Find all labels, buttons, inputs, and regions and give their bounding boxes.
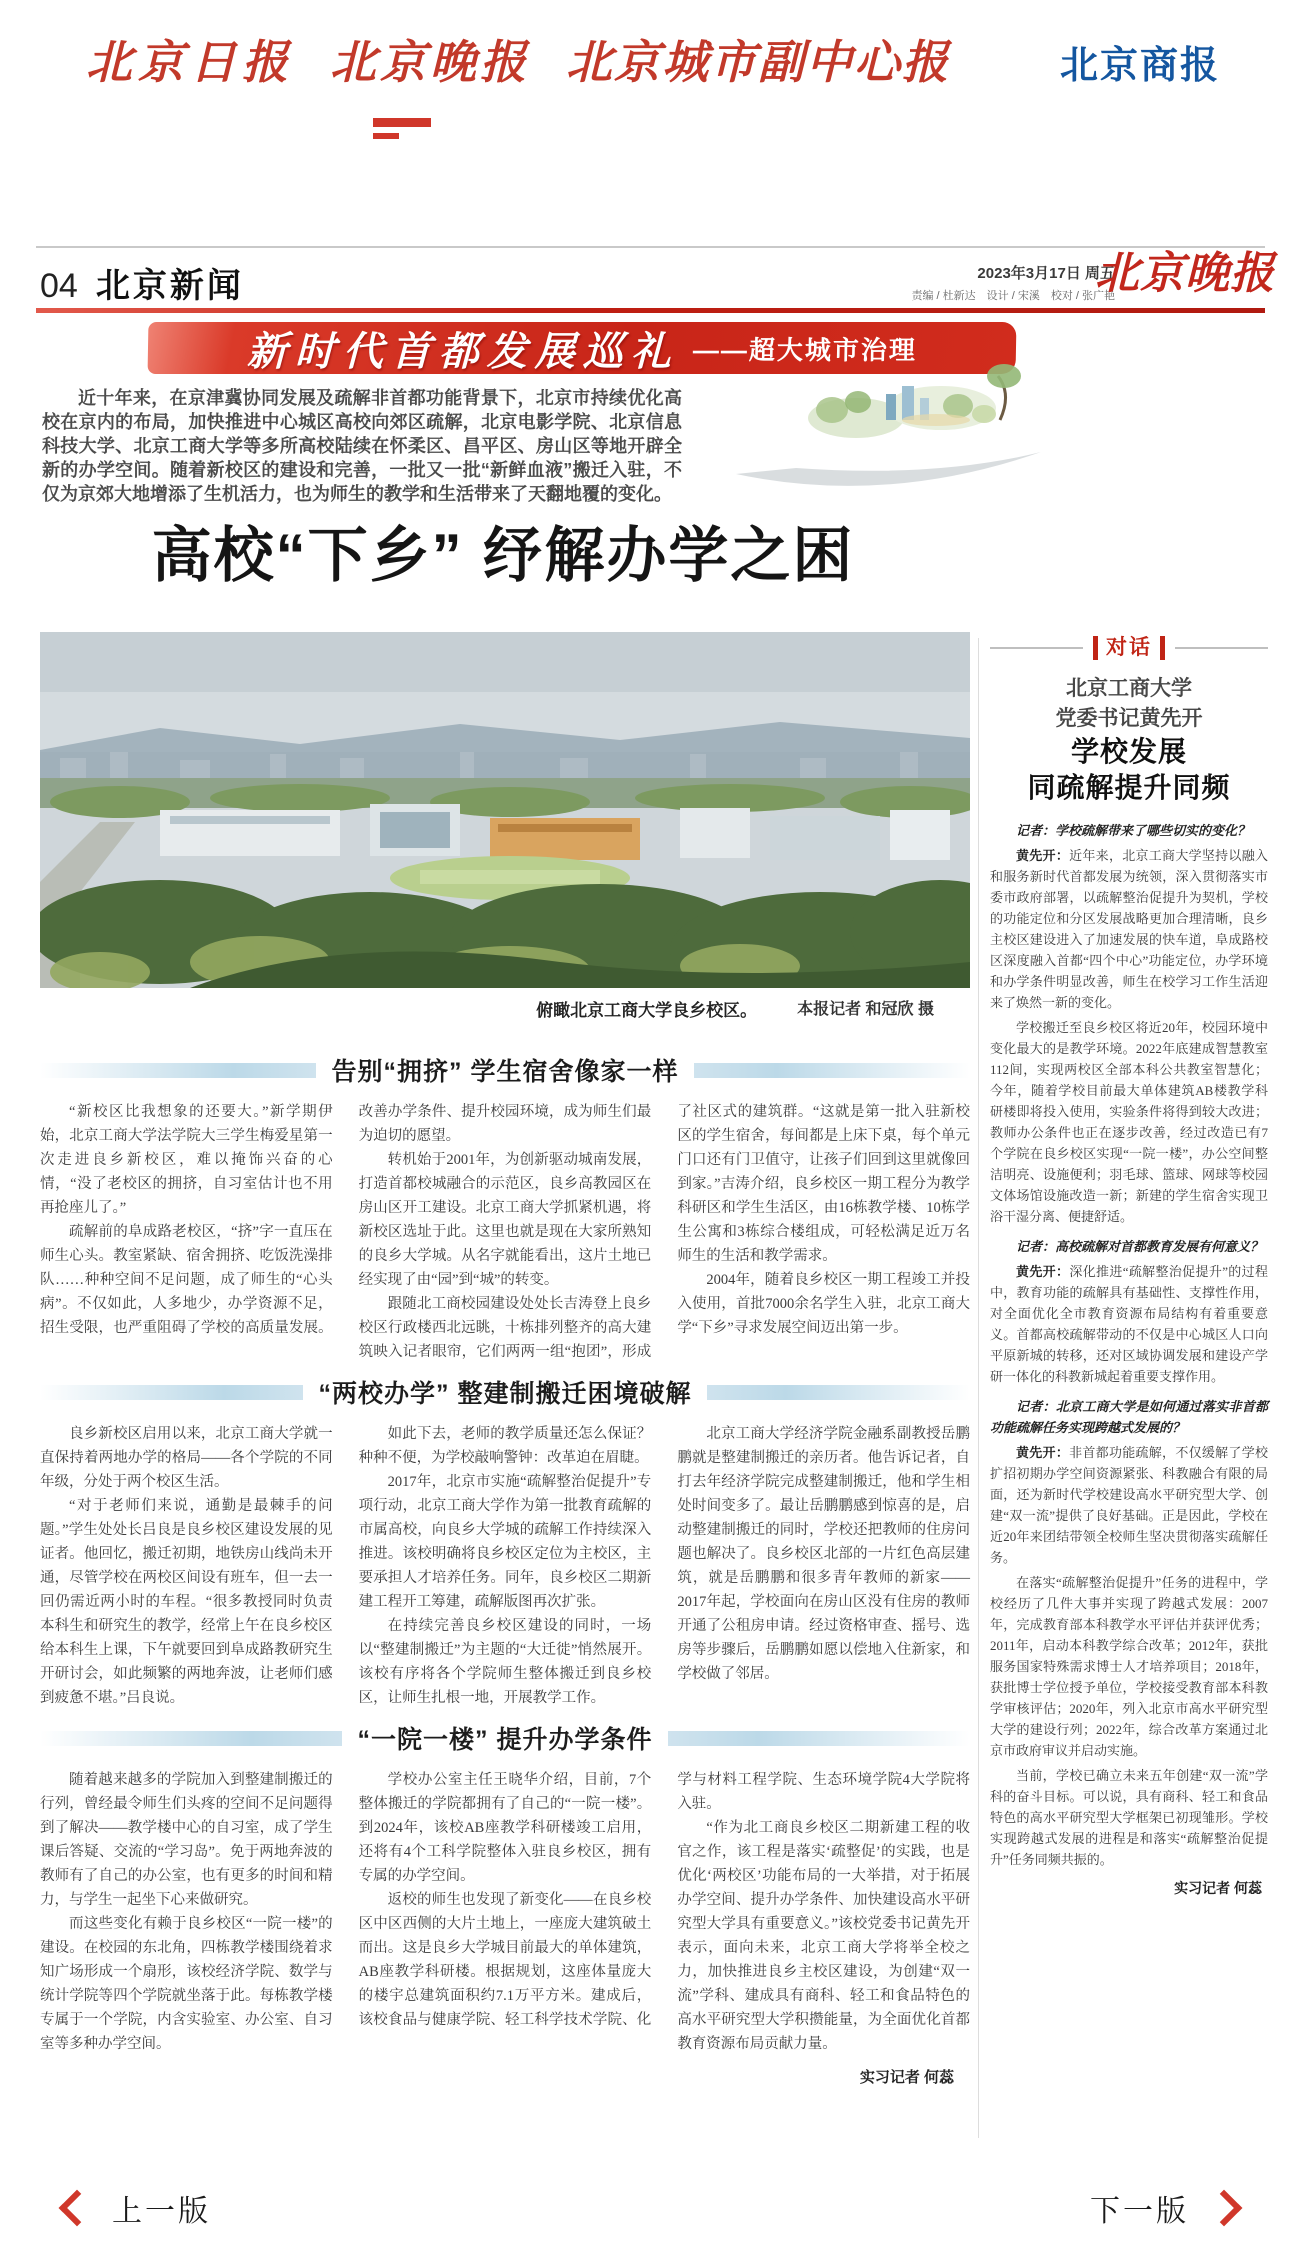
article-section-1 bbox=[40, 1052, 970, 1364]
dialog-rule-left bbox=[990, 647, 1083, 649]
photo-credit: 本报记者 和冠欣 摄 bbox=[797, 1001, 934, 1018]
newspaper-page bbox=[36, 246, 1275, 2181]
prev-page-label: 上一版 bbox=[112, 2195, 211, 2228]
qa-answer: 当前，学校已确立未来五年创建“双一流”学科的奋斗目标。可以说，具有商科、轻工和食品特色的高水平研究型大学框架已初现雏形。学校实现跨越式发展的进程是和落实“疏解整治促提升”任务同频共振的。 bbox=[990, 1768, 1268, 1867]
heading-bar-left bbox=[40, 1385, 303, 1400]
tab-beijing-daily[interactable]: 北京日报 bbox=[86, 37, 294, 88]
dialog-tag: 对话 bbox=[1093, 636, 1165, 660]
header-red-rule bbox=[36, 308, 1265, 313]
interview-sidebar bbox=[990, 636, 1268, 1898]
sidebar-kicker: 党委书记黄先开 bbox=[1055, 707, 1203, 730]
article-paragraph: 转机始于2001年，为创新驱动城南发展，打造首都校城融合的示范区，良乡高教园区在房山区开工建设。北京工商大学抓紧机遇，将新校区选址于此。这里也就是现在大家所熟知的良乡大学城。从名字就能看出，这片土地已经实现了由“园”到“城”的转变。 bbox=[358, 1152, 652, 1288]
page-section-title: 北京新闻 bbox=[95, 267, 244, 305]
article-paragraph: 2017年，北京市实施“疏解整治促提升”专项行动，北京工商大学作为第一批教育疏解的市属高校，向良乡大学城的疏解工作持续深入推进。该校明确将良乡校区定位为主校区，主要承担人才培养任务。同年，良乡校区二期新建工程开工筹建，疏解版图再次扩张。 bbox=[358, 1474, 652, 1610]
lede-paragraph: 近十年来，在京津冀协同发展及疏解非首都功能背景下，北京市持续优化高校在京内的布局，加快推进中心城区高校向郊区疏解，北京电影学院、北京信息科技大学、北京工商大学等多所高校陆续在怀柔区、昌平区、房山区等地开辟全新的办学空间。随着新校区的建设和完善，一批又一批“新鲜血液”搬迁入驻，不仅为京郊大地增添了生机活力，也为师生的教学和生活带来了天翻地覆的变化。 bbox=[42, 388, 682, 504]
sidebar-reporter-credit: 实习记者 何蕊 bbox=[1174, 1880, 1262, 1896]
section-heading: 告别“拥挤” 学生宿舍像家一样 bbox=[331, 1058, 679, 1086]
article-paragraph: “作为北工商良乡校区二期新建工程的收官之作，该工程是落实‘疏整促’的实践，也是优化‘两校区’功能布局的一大举措，对于拓展办学空间、提升办学条件、加快建设高水平研究型大学具有重要意义。”该校党委书记黄先开表示，面向未来，北京工商大学将举全校之力，加快推进良乡主校区建设，为创建“双一流”学科、建成具有商科、轻工和食品特色的高水平研究型大学积攒能量，为全面优化首都教育资源布局贡献力量。 bbox=[677, 1820, 970, 2052]
chevron-left-icon bbox=[59, 2190, 96, 2227]
article-paragraph: “对于老师们来说，通勤是最棘手的问题。”学生处处长吕良是良乡校区建设发展的见证者。他回忆，搬迁初期，地铁房山线尚未开通，尽管学校在两校区间设有班车，但一去一回仍需近两小时的车程。“很多教授同时负责本科生和研究生的教学，经常上午在良乡校区给本科生上课，下午就要回到阜成路教研究生开研讨会，如此频繁的两地奔波，让老师们感到疲惫不堪。”吕良说。 bbox=[40, 1498, 333, 1706]
active-tab-indicator-small bbox=[373, 133, 399, 139]
qa-question: 记者：北京工商大学是如何通过落实非首都功能疏解任务实现跨越式发展的？ bbox=[990, 1399, 1268, 1435]
qa-answer: 学校搬迁至良乡校区将近20年，校园环境中变化最大的是教学环境。2022年底建成智慧教室112间，实现两校区全部本科公共教室智慧化；今年，随着学校目前最大单体建筑AB楼教学科研楼即将投入使用，实验条件将得到较大改进；教师办公条件也正在逐步改善，经过改造已有7个学院在良乡校区实现“一院一楼”，办公空间整洁明亮、设施便利；羽毛球、篮球、网球等校园文体场馆设施改造一新；新建的学生宿舍实现卫浴干湿分离、便捷舒适。 bbox=[990, 1020, 1268, 1224]
article-paragraph: “新校区比我想象的还要大。”新学期伊始，北京工商大学法学院大三学生梅爱星第一次走进良乡新校区，难以掩饰兴奋的心情，“没了老校区的拥挤，自习室估计也不用再抢座儿了。” bbox=[40, 1104, 333, 1216]
main-article bbox=[40, 1042, 970, 2087]
next-page-button[interactable] bbox=[1090, 2186, 1237, 2230]
prev-page-button[interactable] bbox=[64, 2186, 211, 2230]
article-paragraph: 疏解前的阜成路老校区，“挤”字一直压在师生心头。教室紧缺、宿舍拥挤、吃饭洗澡排队……种种空间不足问题，成了师生的“心头病”。不仅如此，人多地少，办学资源不足，招生受限，也严重阻碍了学校的高质量发展。改善办学条件、提升校园环境，成为师生们最为迫切的愿望。 bbox=[40, 1104, 652, 1336]
article-paragraph: 随着越来越多的学院加入到整建制搬迁的行列，曾经最令师生们头疼的空间不足问题得到了解决——教学楼中心的自习室，成了学生课后答疑、交流的“学习岛”。免于两地奔波的教师有了自己的办公室，也有更多的时间和精力，与学生一起坐下心来做研究。 bbox=[40, 1772, 333, 1908]
dialog-rule-right bbox=[1175, 647, 1268, 649]
article-paragraph: 2004年，随着良乡校区一期工程竣工并投入使用，首批7000余名学生入驻，北京工商大学“下乡”寻求发展空间迈出第一步。 bbox=[677, 1272, 970, 1336]
sidebar-kicker: 北京工商大学 bbox=[1066, 677, 1192, 700]
article-reporter-credit: 实习记者 何蕊 bbox=[859, 2069, 954, 2086]
next-page-label: 下一版 bbox=[1090, 2195, 1189, 2228]
tab-beijing-sub-center-news[interactable]: 北京城市副中心报 bbox=[566, 37, 950, 88]
series-banner-subtitle: ——超大城市治理 bbox=[692, 334, 918, 365]
tab-beijing-evening-news[interactable]: 北京晚报 bbox=[330, 37, 530, 88]
campus-photo bbox=[40, 632, 970, 988]
heading-bar-left bbox=[40, 1731, 342, 1746]
article-section-2 bbox=[40, 1374, 970, 1710]
article-paragraph: 在持续完善良乡校区建设的同时，一场以“整建制搬迁”为主题的“大迁徙”悄然展开。该校有序将各个学院师生整体搬迁到良乡校区，让师生扎根一地，开展教学工作。 bbox=[358, 1618, 652, 1706]
article-paragraph: 北京工商大学经济学院金融系副教授岳鹏鹏就是整建制搬迁的亲历者。他告诉记者，自打去年经济学院完成整建制搬迁，他和学生相处时间变多了。最让岳鹏鹏感到惊喜的是，启动整建制搬迁的同时，学校还把教师的住房问题也解决了。良乡校区北部的一片红色高层建筑，就是岳鹏鹏和很多青年教师的新家——2017年起，学校面向在房山区没有住房的教师开通了公租房申请。经过资格审查、摇号、选房等步骤后，岳鹏鹏如愿以偿地入住新家，和学校做了邻居。 bbox=[677, 1426, 970, 1682]
page-top-rule bbox=[36, 246, 1265, 248]
qa-question: 记者：学校疏解带来了哪些切实的变化？ bbox=[1016, 823, 1251, 838]
article-paragraph: 而这些变化有赖于良乡校区“一院一楼”的建设。在校园的东北角，四栋教学楼围绕着求知广场形成一个扇形，该校经济学院、数学与统计学院等四个学院就坐落于此。每栋教学楼专属于一个学院，内含实验室、办公室、自习室等多种办学空间。 bbox=[40, 1916, 333, 2052]
heading-bar-right bbox=[668, 1731, 970, 1746]
heading-bar-right bbox=[694, 1063, 970, 1078]
article-paragraph: 跟随北工商校园建设处处长吉涛登上良乡校区行政楼西北远眺，十栋排列整齐的高大建筑映入记者眼帘，它们两两一组“抱团”，形成了社区式的建筑群。“这就是第一批入驻新校区的学生宿舍，每间都是上床下桌，每个单元门口还有门卫值守，让孩子们回到这里就像回到家。”吉涛介绍，良乡校区一期工程分为教学科研区和学生生活区，由16栋教学楼、10栋学生公寓和3栋综合楼组成，可轻松满足近万名师生的生活和教学需求。 bbox=[358, 1104, 970, 1360]
qa-answer: 在落实“疏解整治促提升”任务的进程中，学校经历了几件大事并实现了跨越式发展：2007年，完成教育部本科教学水平评估并获评优秀；2011年，启动本科教学综合改革；2012年，获批服务国家特殊需求博士人才培养项目；2018年，获批博士学位授予单位，学校接受教育部本科教学审核评估；2020年，列入北京市高水平研究型大学的建设行列；2022年，综合改革方案通过北京市政府审议并启动实施。 bbox=[990, 1575, 1268, 1758]
main-headline: 高校“下乡” 纾解办学之困 bbox=[151, 522, 855, 589]
qa-answer: 黄先开：非首都功能疏解，不仅缓解了学校扩招初期办学空间资源紧张、科教融合有限的局面，还为新时代学校建设高水平研究型大学、创建“双一流”提供了良好基础。正是因此，学校在近20年来团结带领全校师生坚决贯彻落实疏解任务。 bbox=[990, 1445, 1268, 1565]
sidebar-title: 学校发展 bbox=[1070, 736, 1187, 767]
qa-answer: 黄先开：深化推进“疏解整治促提升”的过程中，教育功能的疏解具有基础性、支撑性作用，对全面优化全市教育资源布局结构有着重要意义。首都高校疏解带动的不仅是中心城区人口向平原新城的转移，还对区域协调发展和建设产学研一体化的科教新城起着重要支撑作用。 bbox=[990, 1264, 1268, 1384]
issue-date: 2023年3月17日 周五 bbox=[977, 265, 1115, 282]
section-heading: “一院一楼” 提升办学条件 bbox=[357, 1726, 653, 1754]
page-number: 04 bbox=[40, 267, 78, 305]
masthead-logo: 北京晚报 bbox=[1095, 249, 1275, 298]
chevron-right-icon bbox=[1206, 2190, 1243, 2227]
heading-bar-left bbox=[40, 1063, 316, 1078]
series-banner-title: 新时代首都发展巡礼 bbox=[246, 328, 680, 374]
column-divider bbox=[978, 638, 979, 2138]
tab-beijing-business-today[interactable]: 北京商报 bbox=[1060, 45, 1221, 87]
article-paragraph: 良乡新校区启用以来，北京工商大学就一直保持着两地办学的格局——各个学院的不同年级，分处于两个校区生活。 bbox=[40, 1426, 333, 1490]
article-paragraph: 学校办公室主任王晓华介绍，目前，7个整体搬迁的学院都拥有了自己的“一院一楼”。到2024年，该校AB座教学科研楼竣工启用，还将有4个工科学院整体入驻良乡校区，拥有专属的办学空间。 bbox=[358, 1772, 652, 1884]
active-tab-indicator bbox=[373, 118, 431, 127]
watercolor-illustration bbox=[736, 356, 1046, 506]
qa-question: 记者：高校疏解对首都教育发展有何意义？ bbox=[1016, 1239, 1264, 1254]
article-section-3 bbox=[40, 1720, 970, 2087]
editor-credits: 责编 / 杜新达 设计 / 宋溪 校对 / 张广艳 bbox=[911, 290, 1115, 302]
heading-bar-right bbox=[707, 1385, 970, 1400]
article-paragraph: 返校的师生也发现了新变化——在良乡校区中区西侧的大片土地上，一座庞大建筑破土而出。这是良乡大学城目前最大的单体建筑，AB座教学科研楼。根据规划，这座体量庞大的楼宇总建筑面积约7.1万平方米。建成后，该校食品与健康学院、轻工科学技术学院、化学与材料工程学院、生态环境学院4大学院将入驻。 bbox=[358, 1772, 970, 2028]
section-heading: “两校办学” 整建制搬迁困境破解 bbox=[318, 1380, 692, 1408]
qa-answer: 黄先开：近年来，北京工商大学坚持以融入和服务新时代首都发展为统领，深入贯彻落实市委市政府部署，以疏解整治促提升为契机，学校的功能定位和分区发展战略更加合理清晰，良乡主校区建设进入了加速发展的快车道，阜成路校区深度融入首都“四个中心”功能定位，办学环境和办学条件明显改善，师生在校学习工作生活迎来了焕然一新的变化。 bbox=[990, 848, 1268, 1010]
photo-caption: 俯瞰北京工商大学良乡校区。 bbox=[536, 1001, 758, 1020]
article-paragraph: 如此下去，老师的教学质量还怎么保证？种种不便，为学校敲响警钟：改革迫在眉睫。 bbox=[358, 1426, 652, 1466]
sidebar-title: 同疏解提升同频 bbox=[1027, 772, 1231, 803]
